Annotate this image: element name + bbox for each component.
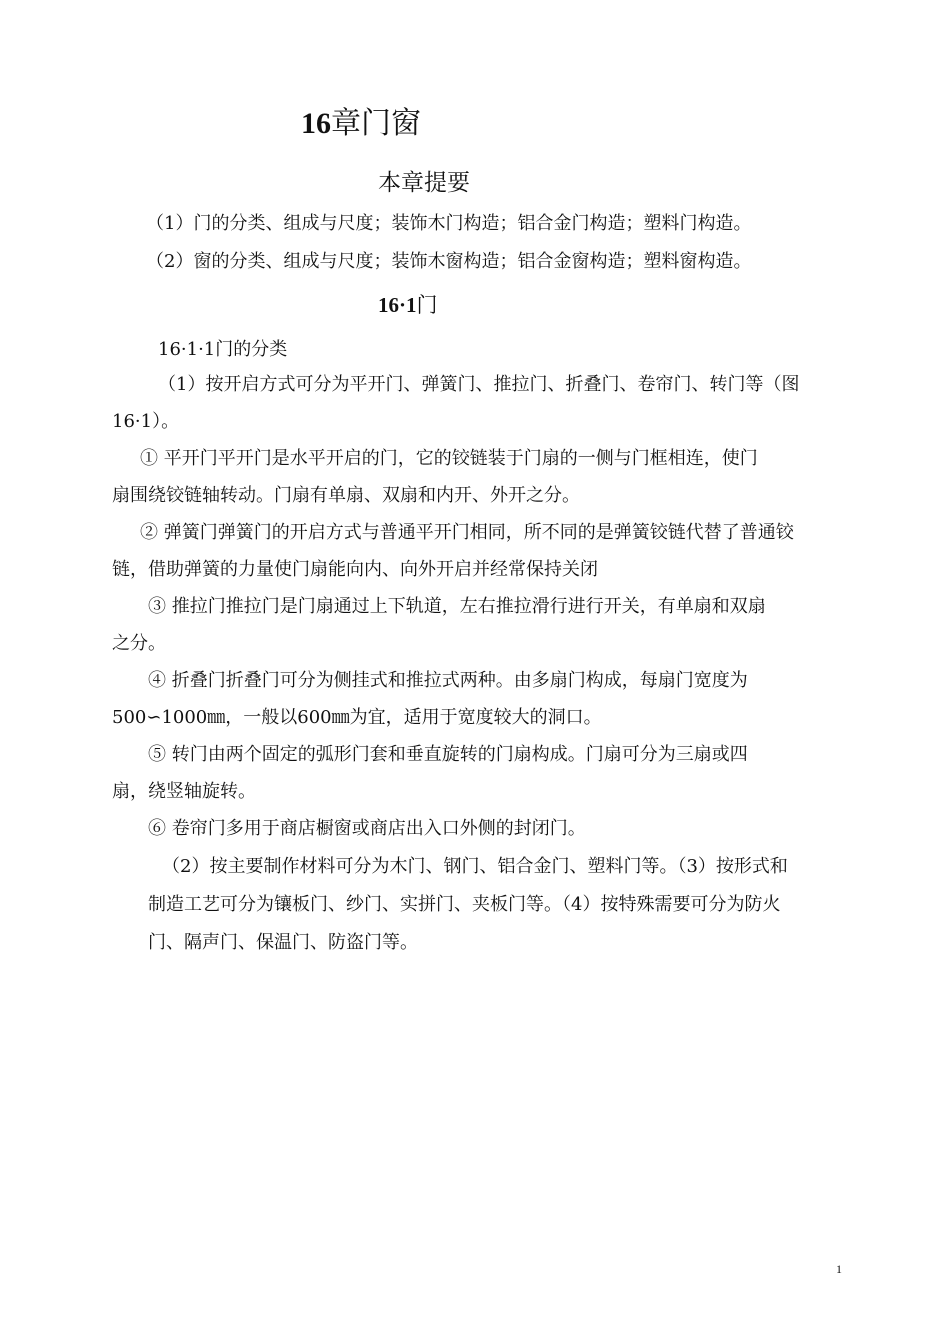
body-line: 之分。 — [112, 633, 166, 654]
subsection-title: 16·1·1门的分类 — [158, 339, 288, 360]
body-line: 制造工艺可分为镶板门、纱门、实拼门、夹板门等。（4）按特殊需要可分为防火 — [148, 894, 781, 915]
body-line: 500∽1000㎜，一般以600㎜为宜，适用于宽度较大的洞口。 — [112, 707, 602, 728]
section-title — [378, 290, 438, 320]
summary-heading: 本章提要 — [378, 170, 470, 196]
body-line: 门、隔声门、保温门、防盗门等。 — [148, 932, 418, 953]
body-line: ③ 推拉门推拉门是门扇通过上下轨道，左右推拉滑行进行开关，有单扇和双扇 — [148, 596, 766, 617]
page-number: 1 — [836, 1262, 842, 1276]
body-line: （1）按开启方式可分为平开门、弹簧门、推拉门、折叠门、卷帘门、转门等（图 — [158, 374, 800, 395]
body-line: ⑤ 转门由两个固定的弧形门套和垂直旋转的门扇构成。门扇可分为三扇或四 — [148, 744, 748, 765]
section-title-text: 门 — [416, 293, 438, 317]
chapter-title-text: 章门窗 — [331, 106, 421, 141]
body-line: （2）按主要制作材料可分为木门、钢门、铝合金门、塑料门等。（3）按形式和 — [162, 856, 788, 877]
section-number: 16·1 — [378, 293, 417, 317]
body-line: ② 弹簧门弹簧门的开启方式与普通平开门相同，所不同的是弹簧铰链代替了普通铰 — [140, 522, 794, 543]
body-line: ④ 折叠门折叠门可分为侧挂式和推拉式两种。由多扇门构成，每扇门宽度为 — [148, 670, 748, 691]
summary-item: （2）窗的分类、组成与尺度；装饰木窗构造；铝合金窗构造；塑料窗构造。 — [146, 251, 752, 272]
body-line: 扇，绕竖轴旋转。 — [112, 781, 256, 802]
body-line: 扇围绕铰链轴转动。门扇有单扇、双扇和内开、外开之分。 — [112, 485, 580, 506]
chapter-title — [301, 104, 421, 144]
chapter-number: 16 — [301, 107, 331, 140]
body-line: ① 平开门平开门是水平开启的门，它的铰链装于门扇的一侧与门框相连，使门 — [140, 448, 758, 469]
body-line: ⑥ 卷帘门多用于商店橱窗或商店出入口外侧的封闭门。 — [148, 818, 586, 839]
body-line: 链，借助弹簧的力量使门扇能向内、向外开启并经常保持关闭 — [112, 559, 598, 580]
summary-item: （1）门的分类、组成与尺度；装饰木门构造；铝合金门构造；塑料门构造。 — [146, 213, 752, 234]
body-line: 16·1）。 — [112, 411, 180, 432]
